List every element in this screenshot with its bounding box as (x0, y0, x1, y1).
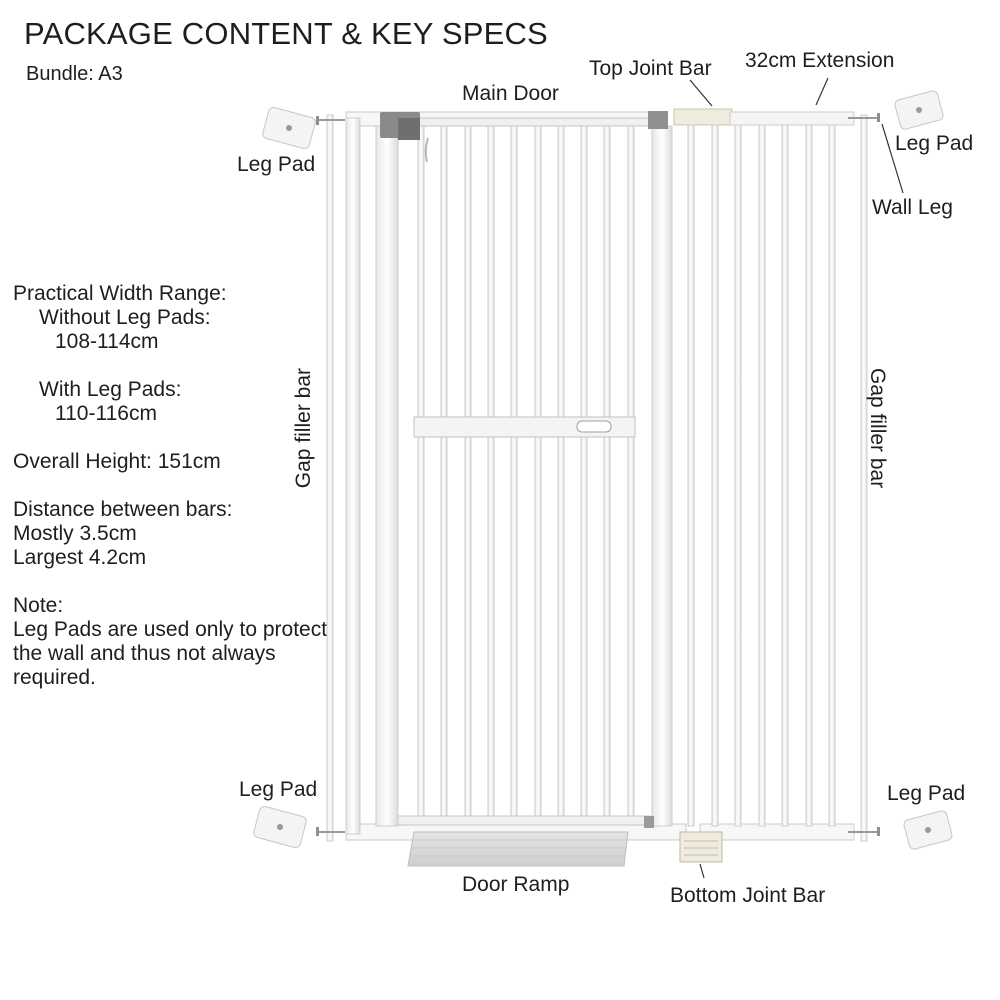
distance-heading: Distance between bars: (13, 498, 233, 521)
extension-top-rail (730, 112, 854, 125)
leg-pad-top-left-label: Leg Pad (237, 153, 316, 176)
page-title: PACKAGE CONTENT & KEY SPECS (24, 16, 548, 51)
main-frame-right-post (652, 126, 672, 826)
gap-filler-bar-right-label: Gap filler bar (866, 368, 889, 489)
distance-mostly: Mostly 3.5cm (13, 522, 137, 545)
leg-pad-bottom-right-label: Leg Pad (887, 782, 966, 805)
extension-pointer (816, 78, 828, 105)
top-joint-bar (674, 109, 732, 125)
door-bar-2 (441, 126, 447, 818)
without-pads-label: Without Leg Pads: (39, 306, 211, 329)
door-bar-5 (511, 126, 517, 818)
door-bar-7 (558, 126, 564, 818)
note-text: Leg Pads are used only to protect the wall and thus not always required. (13, 618, 328, 689)
main-door-left-stile (376, 126, 398, 826)
door-bar-3 (465, 126, 471, 818)
door-bar-6 (535, 126, 541, 818)
without-pads-value: 108-114cm (55, 330, 159, 353)
extension-bar-6 (806, 125, 812, 826)
main-frame-left-post (346, 118, 360, 834)
door-handle-slot (577, 421, 611, 432)
distance-largest: Largest 4.2cm (13, 546, 147, 569)
leg-pad-bottom-right (903, 810, 953, 850)
leg-pad-bottom-left (253, 805, 308, 848)
hinge-top (648, 111, 668, 129)
wall-leg-label: Wall Leg (872, 196, 953, 219)
hinge-bottom (644, 816, 654, 828)
bottom-joint-bar (680, 832, 722, 862)
width-range-heading: Practical Width Range: (13, 282, 227, 305)
door-bar-4 (488, 126, 494, 818)
bottom-joint-bar-pointer (700, 864, 704, 878)
gap-filler-bar-left (327, 115, 333, 841)
door-bottom-rail (398, 816, 650, 825)
with-pads-value: 110-116cm (55, 402, 157, 425)
extension-bar-5 (782, 125, 788, 826)
door-bar-1 (418, 126, 424, 818)
extension-bar-4 (759, 125, 765, 826)
main-door-bars (418, 126, 634, 818)
bottom-joint-bar-label: Bottom Joint Bar (670, 884, 826, 907)
gap-filler-bar-left-label: Gap filler bar (292, 368, 315, 489)
bundle-label: Bundle: A3 (26, 63, 123, 85)
note-heading: Note: (13, 594, 64, 617)
door-top-rail (398, 118, 650, 126)
extension-bar-1 (688, 125, 694, 826)
overall-height: Overall Height: 151cm (13, 450, 221, 473)
extension-bar-3 (735, 125, 741, 826)
top-joint-bar-pointer (690, 80, 712, 106)
leg-pad-top-left (262, 106, 317, 149)
door-bar-8 (581, 126, 587, 818)
door-bar-10 (628, 126, 634, 818)
leg-pad-top-right-label: Leg Pad (895, 132, 974, 155)
door-ramp-label: Door Ramp (462, 873, 570, 896)
extension-bars (688, 125, 835, 826)
extension-bar-2 (712, 125, 718, 826)
top-joint-bar-label: Top Joint Bar (589, 57, 712, 80)
main-door-label: Main Door (462, 82, 559, 105)
door-ramp (408, 832, 628, 866)
with-pads-label: With Leg Pads: (39, 378, 182, 401)
leg-pad-bottom-left-label: Leg Pad (239, 778, 318, 801)
extension-label: 32cm Extension (745, 49, 895, 72)
door-bar-9 (604, 126, 610, 818)
extension-bar-7 (829, 125, 835, 826)
leg-pad-top-right (894, 90, 944, 130)
